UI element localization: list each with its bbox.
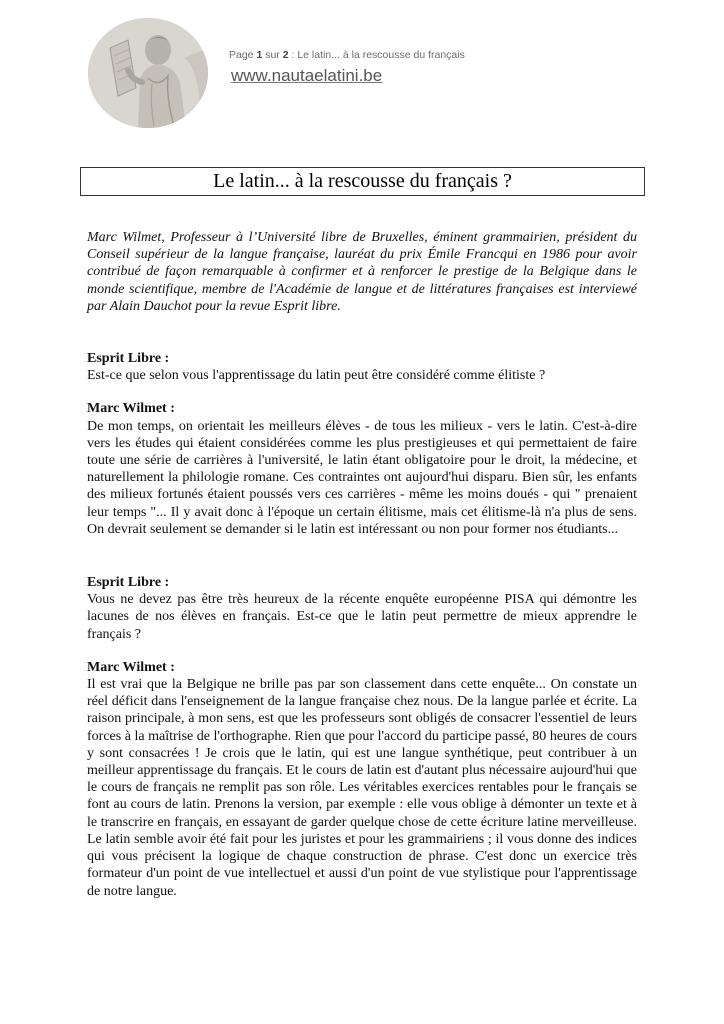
document-body xyxy=(87,229,637,916)
page-header xyxy=(229,49,465,61)
answer-paragraph: De mon temps, on orientait les meilleurs élèves - de tous les milieux - vers le latin. C'est-à-dire vers les études qui étaient considérées comme les plus prestigieuses et qui permettaient de faire toute une série de carrières à l'université, le latin étant obligatoire pour le droit, la médecine, et naturellement la philologie romane. Ces contraintes ont aujourd'hui disparu. Bien sûr, les enfants des milieux fortunés étaient poussés vers ces carrières - même les moins doués - qui " prenaient leur temps "... Il y avait donc à l'époque un certain élitisme, mais cet élitisme-là n'a plus de sens. On devrait seulement se demander si le latin est intéressant ou non pour former nos étudiants... xyxy=(87,418,637,537)
question-paragraph: Vous ne devez pas être très heureux de la récente enquête européenne PISA qui démontre les lacunes de nos élèves en français. Est-ce que le latin peut permettre de mieux apprendre le français ? xyxy=(87,592,637,642)
roman-scholar-medallion-logo xyxy=(88,18,208,128)
total-pages: 2 xyxy=(282,49,289,61)
speaker-label: Marc Wilmet : xyxy=(87,659,175,675)
speaker-label: Marc Wilmet : xyxy=(87,401,175,417)
speaker-label: Esprit Libre : xyxy=(87,351,170,367)
answer-paragraph: Il est vrai que la Belgique ne brille pas par son classement dans cette enquête... On constate un réel déficit dans l'enseignement de la langue française chez nous. De la langue parlée et écrite. La raison principale, à mon sens, est que les professeurs sont obligés de consacrer l'essentiel de leurs forces à la maîtrise de l'orthographe. Rien que pour l'accord du participe passé, 80 heures de cours y sont consacrées ! Je crois que le latin, qui est une langue synthétique, peut contribuer à un meilleur apprentissage du français. Et le cours de latin est d'autant plus nécessaire aujourd'hui que le cours de français ne remplit pas son rôle. Les véritables exercices rentables pour le français se font au cours de latin. Prenons la version, par exemple : elle vous oblige à démonter un texte et à le transcrire en français, en essayant de garder quelque chose de cette écriture latine merveilleuse. Le latin semble avoir été fait pour les juristes et pour les grammairiens ; il vous donne des indices qui vous précisent la logique de chaque construction de phrase. C'est donc un exercice très formateur d'un point de vue intellectuel et aussi d'un point de vue stylistique pour l'apprentissage de notre langue. xyxy=(87,677,637,899)
document-title: Le latin... à la rescousse du français ? xyxy=(80,167,645,196)
scholar-relief-icon xyxy=(88,18,208,128)
intro-paragraph: Marc Wilmet, Professeur à l’Université libre de Bruxelles, éminent grammairien, président du Conseil supérieur de la langue française, lauréat du prix Émile Francqui en 1986 pour avoir contribué de façon remarquable à confirmer et à renforcer le prestige de la Belgique dans le monde scientifique, membre de l'Académie de langue et de littératures françaises est interviewé par Alain Dauchot pour la revue Esprit libre. xyxy=(87,230,637,314)
page-separator: sur xyxy=(265,49,280,61)
running-title: : Le latin... à la rescousse du français xyxy=(291,49,465,61)
question-paragraph: Est-ce que selon vous l'apprentissage du latin peut être considéré comme élitiste ? xyxy=(87,368,546,384)
speaker-label: Esprit Libre : xyxy=(87,575,170,591)
current-page-number: 1 xyxy=(256,49,263,61)
website-link[interactable]: www.nautaelatini.be xyxy=(231,66,383,85)
page-label: Page xyxy=(229,49,254,61)
